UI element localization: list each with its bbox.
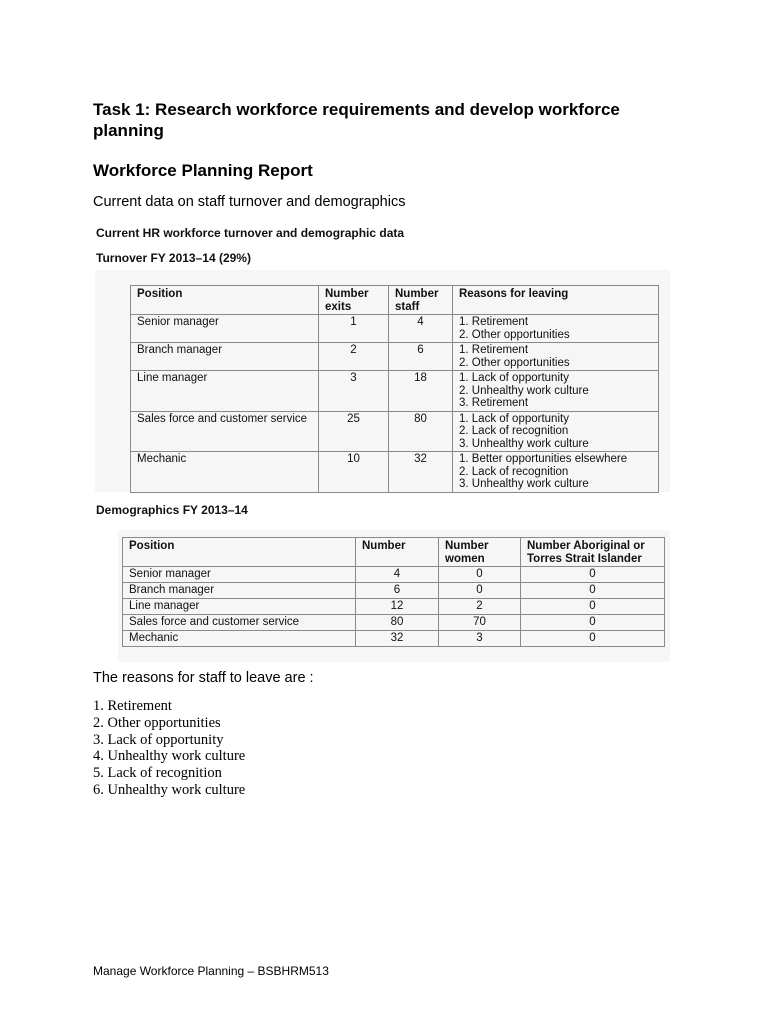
turnover-header-cell: Position	[131, 286, 319, 315]
intro-text: Current data on staff turnover and demographics	[93, 194, 406, 210]
turnover-header-cell: Number exits	[319, 286, 389, 315]
reasons-cell	[453, 411, 659, 452]
reasons-cell	[453, 371, 659, 412]
reason-line: 2. Other opportunities	[459, 328, 570, 341]
reasons-cell	[453, 452, 659, 493]
exits-cell: 2	[319, 343, 389, 371]
hr-data-title: Current HR workforce turnover and demographic data	[96, 226, 405, 240]
value-cell: 0	[521, 599, 665, 615]
position-cell: Mechanic	[123, 631, 356, 647]
exits-cell: 1	[319, 315, 389, 343]
demographics-row	[123, 615, 665, 631]
demographics-header-cell: Number Aboriginal or Torres Strait Islander	[521, 538, 665, 567]
value-cell: 6	[356, 583, 439, 599]
staff-cell: 32	[389, 452, 453, 493]
reason-item: 3. Lack of opportunity	[93, 731, 224, 748]
position-cell: Line manager	[123, 599, 356, 615]
position-cell: Branch manager	[131, 343, 319, 371]
position-cell: Sales force and customer service	[131, 411, 319, 452]
position-cell: Sales force and customer service	[123, 615, 356, 631]
reasons-list	[93, 698, 245, 799]
value-cell: 0	[521, 631, 665, 647]
staff-cell: 6	[389, 343, 453, 371]
report-title: Workforce Planning Report	[93, 161, 313, 180]
demographics-row	[123, 599, 665, 615]
demographics-row	[123, 583, 665, 599]
turnover-header-cell: Reasons for leaving	[453, 286, 659, 315]
demographics-title: Demographics FY 2013–14	[96, 503, 248, 517]
position-cell: Senior manager	[123, 567, 356, 583]
reason-line: 1. Retirement	[459, 316, 529, 328]
turnover-row	[131, 315, 659, 343]
exits-cell: 25	[319, 411, 389, 452]
reason-line: 1. Better opportunities elsewhere	[459, 453, 628, 465]
value-cell: 3	[439, 631, 521, 647]
reason-line: 2. Unhealthy work culture	[459, 384, 589, 397]
demographics-header-cell: Position	[123, 538, 356, 567]
position-cell: Branch manager	[123, 583, 356, 599]
reason-item: 5. Lack of recognition	[93, 765, 222, 782]
task-title: Task 1: Research workforce requirements and develop workforce planning	[93, 100, 620, 140]
demographics-row	[123, 567, 665, 583]
reasons-cell	[453, 343, 659, 371]
value-cell: 12	[356, 599, 439, 615]
staff-cell: 80	[389, 411, 453, 452]
reason-line: 1. Lack of opportunity	[459, 372, 569, 384]
reason-line: 2. Lack of recognition	[459, 425, 569, 437]
reason-line: 3. Retirement	[459, 397, 529, 409]
value-cell: 32	[356, 631, 439, 647]
demographics-table	[122, 537, 665, 647]
turnover-title: Turnover FY 2013–14 (29%)	[96, 251, 251, 265]
turnover-header-cell: Number staff	[389, 286, 453, 315]
reason-item: 6. Unhealthy work culture	[93, 781, 246, 798]
turnover-row	[131, 411, 659, 452]
turnover-row	[131, 343, 659, 371]
value-cell: 80	[356, 615, 439, 631]
turnover-body	[131, 315, 659, 493]
value-cell: 2	[439, 599, 521, 615]
demographics-body	[123, 567, 665, 647]
reasons-cell	[453, 315, 659, 343]
reason-line: 3. Unhealthy work culture	[459, 478, 589, 490]
reasons-intro: The reasons for staff to leave are :	[93, 670, 314, 686]
exits-cell: 10	[319, 452, 389, 493]
value-cell: 0	[521, 567, 665, 583]
demographics-header-row	[123, 538, 665, 567]
reason-line: 2. Lack of recognition	[459, 465, 569, 478]
staff-cell: 4	[389, 315, 453, 343]
value-cell: 0	[521, 583, 665, 599]
position-cell: Mechanic	[131, 452, 319, 493]
reason-line: 2. Other opportunities	[459, 356, 570, 369]
reason-line: 1. Lack of opportunity	[459, 412, 569, 425]
value-cell: 0	[439, 567, 521, 583]
demographics-header-cell: Number	[356, 538, 439, 567]
reason-item: 1. Retirement	[93, 698, 172, 714]
reason-item: 4. Unhealthy work culture	[93, 748, 246, 765]
value-cell: 70	[439, 615, 521, 631]
exits-cell: 3	[319, 371, 389, 412]
value-cell: 0	[439, 583, 521, 599]
reason-line: 1. Retirement	[459, 344, 529, 356]
turnover-header-row	[131, 286, 659, 315]
position-cell: Senior manager	[131, 315, 319, 343]
value-cell: 0	[521, 615, 665, 631]
staff-cell: 18	[389, 371, 453, 412]
turnover-table	[130, 285, 659, 493]
page-footer: Manage Workforce Planning – BSBHRM513	[93, 964, 329, 978]
demographics-row	[123, 631, 665, 647]
reason-item: 2. Other opportunities	[93, 714, 221, 731]
position-cell: Line manager	[131, 371, 319, 412]
demographics-header-cell: Number women	[439, 538, 521, 567]
turnover-row	[131, 452, 659, 493]
value-cell: 4	[356, 567, 439, 583]
turnover-row	[131, 371, 659, 412]
reason-line: 3. Unhealthy work culture	[459, 437, 589, 450]
